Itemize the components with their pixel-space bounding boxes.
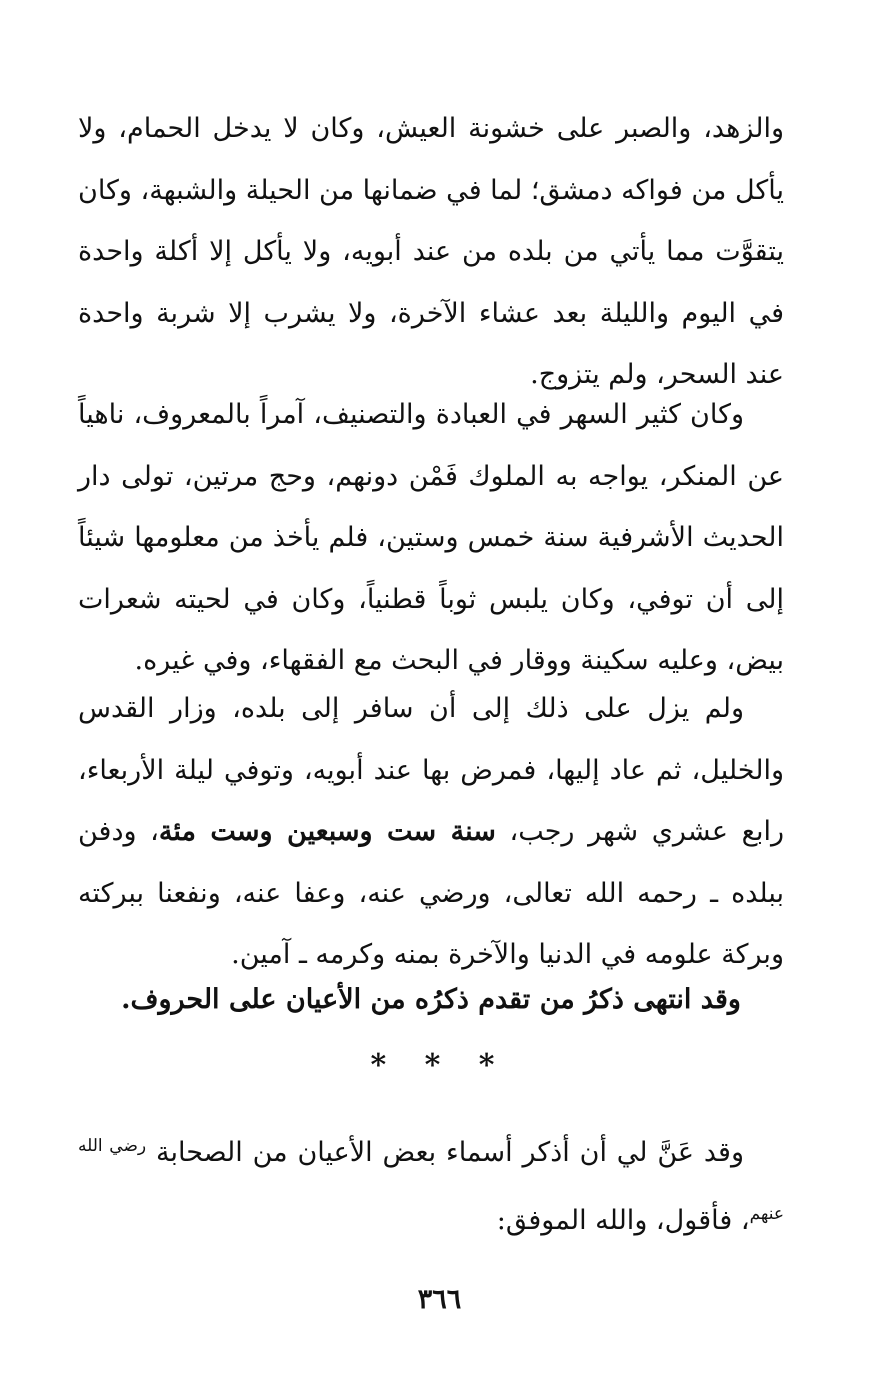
paragraph-2 bbox=[78, 384, 784, 692]
page-number: ٣٦٦ bbox=[417, 1284, 462, 1315]
paragraph-3-before: ولم يزل على ذلك إلى أن سافر إلى بلده، وزار القدس والخليل، ثم عاد إليها، فمرض بها عند أبويه، وتوفي ليلة الأربعاء، رابع عشري شهر رجب، bbox=[78, 693, 784, 847]
section-separator: * * * bbox=[370, 1048, 509, 1083]
closing-line: وقد انتهى ذكرُ من تقدم ذكرُه من الأعيان على الحروف. bbox=[121, 984, 741, 1015]
paragraph-1 bbox=[78, 98, 784, 406]
paragraph-4-before: وقد عَنَّ لي أن أذكر أسماء بعض الأعيان من الصحابة bbox=[155, 1137, 744, 1168]
paragraph-4-after: ، فأقول، والله الموفق: bbox=[496, 1204, 750, 1236]
death-year-bold: سنة ست وسبعين وست مئة bbox=[158, 816, 496, 847]
paragraph-4-text bbox=[78, 1116, 784, 1251]
paragraph-2-body: وكان كثير السهر في العبادة والتصنيف، آمراً بالمعروف، ناهياً عن المنكر، يواجه به الملوك فَمْن دونهم، وحج مرتين، تولى دار الحديث الأشرفية سنة خمس وستين، فلم يأخذ من معلومها شيئاً إلى أن توفي، وكان يلبس ثوباً قطنياً، وكان في لحيته شعرات بيض، وعليه سكينة ووقار في البحث مع الفقهاء، وفي غيره. bbox=[78, 399, 784, 676]
paragraph-1-text: والزهد، والصبر على خشونة العيش، وكان لا يدخل الحمام، ولا يأكل من فواكه دمشق؛ لما في ضمانها من الحيلة والشبهة، وكان يتقوَّت مما يأتي من بلده من عند أبويه، ولا يأكل إلا أكلة واحدة في اليوم والليلة بعد عشاء الآخرة، ولا يشرب إلا شربة واحدة عند السحر، ولم يتزوج. bbox=[78, 113, 784, 390]
paragraph-3 bbox=[78, 678, 784, 986]
honorific-glyph: رضي الله عنهم bbox=[78, 1136, 784, 1224]
paragraph-3-after: ، ودفن ببلده ـ رحمه الله تعالى، ورضي عنه، وعفا عنه، ونفعنا ببركته وبركة علومه في الدنيا والآخرة بمنه وكرمه ـ آمين. bbox=[78, 816, 784, 970]
paragraph-3-text bbox=[78, 678, 784, 986]
paragraph-2-text bbox=[78, 384, 784, 692]
paragraph-4 bbox=[78, 1116, 784, 1251]
